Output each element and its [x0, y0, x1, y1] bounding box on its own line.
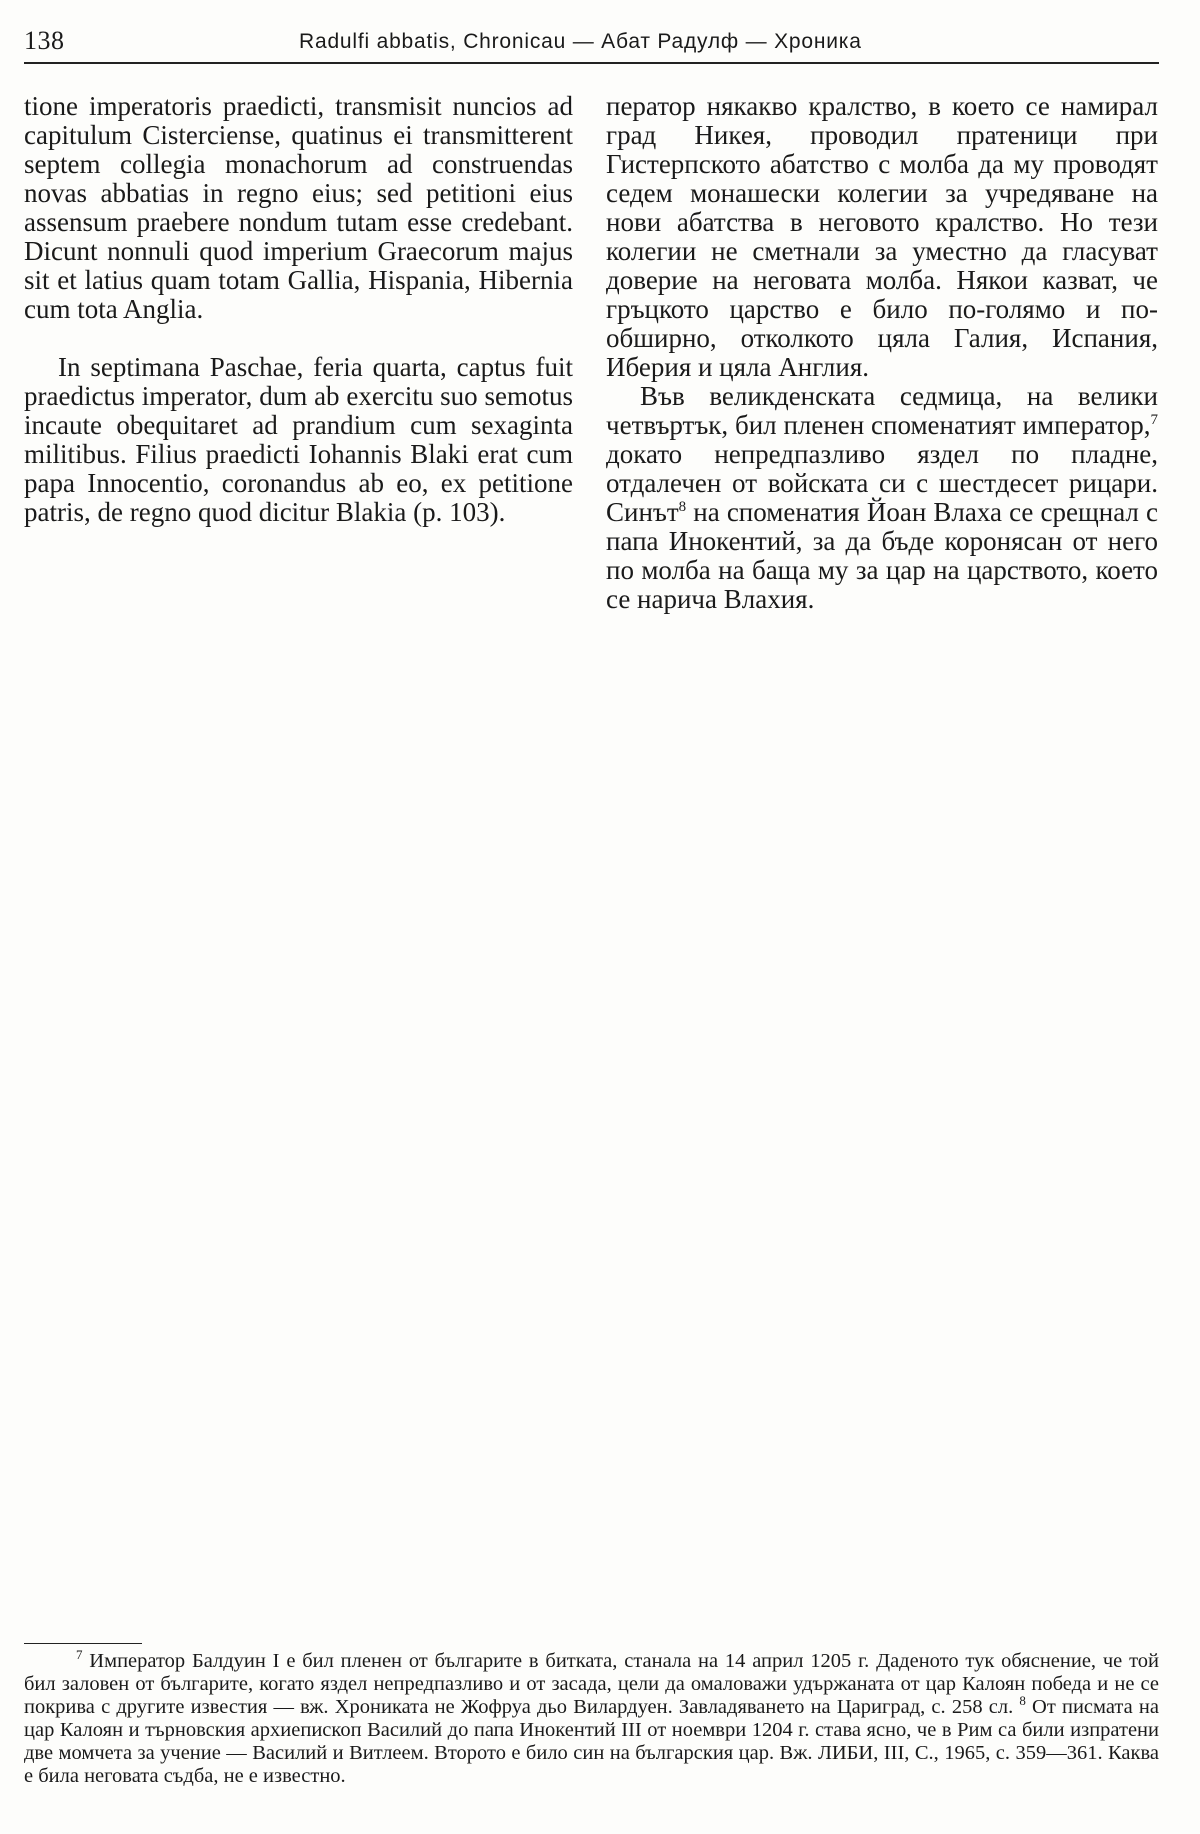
bulgarian-paragraph-2-part-c: на споменатия Йоан Влаха се срещнал с папа Инокентий, за да бъде коронясан от него по молба на баща му за цар на царството, което се нарича Влахия.	[606, 497, 1158, 614]
bulgarian-paragraph-1: ператор някакво кралство, в което се намирал град Никея, проводил пратеници при Гистерпското абатство с молба да му проводят седем монашески колегии за учредяване на нови абатства в неговото кралство. Но тези колегии не сметнали за уместно да гласуват доверие на неговата молба. Някои казват, че гръцкото царство е било по-голямо и по-обширно, отколкото цяла Галия, Испания, Иберия и цяла Англия.	[606, 91, 1158, 382]
bulgarian-column	[606, 92, 1158, 614]
latin-paragraph-2: In septimana Paschae, feria quarta, captus fuit praedictus imperator, dum ab exercitu suo semotus incaute obequitaret ad prandium cum sexaginta militibus. Filius praedicti Iohannis Blaki erat cum papa Innocentio, coronandus ab eo, ex petitione patris, de regno quod dicitur Blakia (p. 103).	[24, 352, 573, 527]
footnote-divider	[24, 1643, 142, 1644]
latin-column	[24, 92, 573, 527]
page-number: 138	[24, 26, 65, 55]
running-header	[24, 22, 1159, 64]
bulgarian-paragraph-2-part-a: Във великденската седмица, на велики четвъртък, бил пленен споменатият император,	[606, 381, 1158, 440]
footnote-7-text: Император Балдуин I е бил пленен от българите в битката, станала на 14 април 1205 г. Даденото тук обяснение, че той бил заловен от българите, когато яздел непредпазливо и от засада, цели да омаловажи удържаната от цар Калоян победа и не се покрива с другите известия — вж. Хрониката не Жофруа дьо Вилардуен. Завладяването на Цариград, с. 258 сл.	[24, 1650, 1159, 1718]
footnote-7-marker: 7	[76, 1647, 83, 1663]
latin-paragraph-1: tione imperatoris praedicti, transmisit nuncios ad capitulum Cisterciense, quatinus ei transmitterent septem collegia monachorum ad construendas novas abbatias in regno eius; sed petitioni eius assensum praebere nondum tutam esse credebant. Dicunt nonnuli quod imperium Graecorum majus sit et latius quam totam Gallia, Hispania, Hibernia cum tota Anglia.	[24, 91, 573, 324]
running-title: Radulfi abbatis, Chronicau — Абат Радулф — Хроника	[299, 30, 862, 53]
footnote-8-marker: 8	[1019, 1693, 1026, 1709]
footnote-reference-7: 7	[1150, 412, 1158, 428]
footnote-8-text: От писмата на цар Калоян и търновския архиепископ Василий до папа Инокентий III от ноември 1204 г. става ясно, че в Рим са били изпратени две момчета за учение — Василий и Витлеем. Второто е било син на българския цар. Вж. ЛИБИ, III, С., 1965, с. 359—361. Каква е била неговата съдба, не е известно.	[24, 1696, 1159, 1787]
footnote-reference-8: 8	[678, 499, 687, 515]
bulgarian-paragraph-2	[606, 382, 1158, 614]
bulgarian-paragraph-2-part-b: докато непредпазливо яздел по пладне, отдалечен от войската си с шестдесет рицари. Синът	[606, 439, 1158, 527]
footnotes	[24, 1647, 1159, 1788]
